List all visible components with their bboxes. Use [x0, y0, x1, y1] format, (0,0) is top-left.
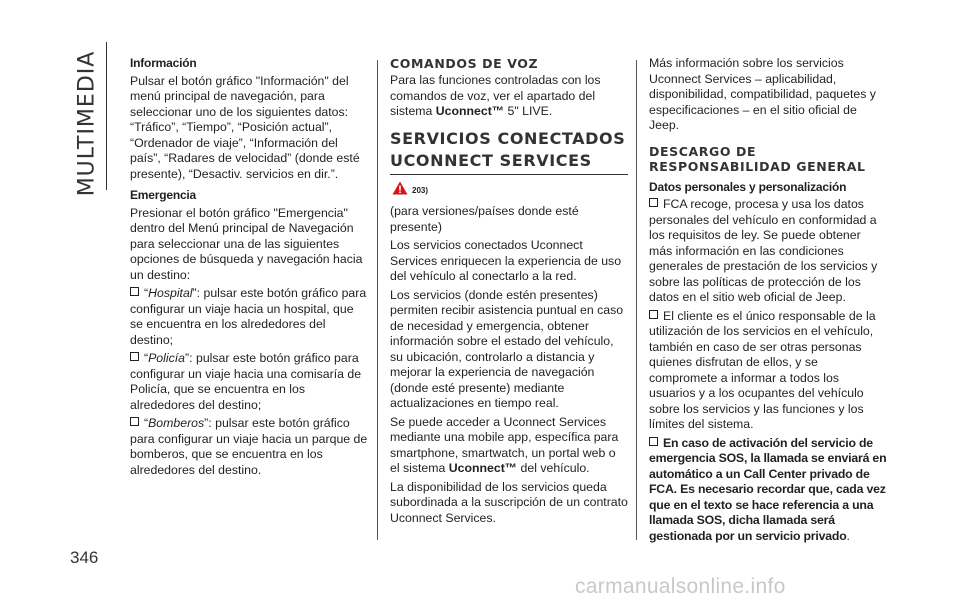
paragraph: Los servicios (donde estén presentes) permiten recibir asistencia puntual en caso de necesidad y emergencia, obtener información sobre el estado del vehículo, su ubicación, controlarlo a distancia y mejorar la experiencia de navegación (donde esté presente) mediante actualizaciones en tiempo real.: [390, 287, 624, 410]
info-text: Pulsar el botón gráfico "Información" del menú principal de navegación, para seleccionar uno de los siguientes datos: “Tráfico”, “Tiempo”, “Posición actual”, “Ordenador de viaje”, “Información del país”, “Radares de velocidad” (donde esté presente), “Desactiv. servicios en dir.”.: [130, 73, 360, 181]
paragraph: Los servicios conectados Uconnect Services enriquecen la experiencia de uso del vehículo al conectarlo a la red.: [390, 238, 622, 283]
info-heading: Información: [130, 56, 197, 70]
square-bullet-icon: [130, 352, 139, 361]
bullet-term: Hospital: [148, 286, 193, 300]
page-number: 346: [70, 548, 99, 567]
bullet-hospital: “Hospital”: pulsar este botón gráfico para configurar un viaje hacia un hospital, que se encuentra en los alrededores del destino;: [130, 286, 367, 347]
section-divider: [106, 42, 107, 190]
column-divider: [636, 60, 637, 540]
personal-data-heading: Datos personales y personalización: [649, 179, 847, 194]
voice-heading: COMANDOS DE VOZ: [390, 56, 539, 71]
section-title: MULTIMEDIA: [74, 50, 100, 196]
bullet-police: “Policía”: pulsar este botón gráfico para configurar un viaje hacia una comisaría de Policía, que se encuentra en los alrededores del destino;: [130, 351, 362, 412]
warning-reference: [392, 181, 628, 199]
square-bullet-icon: [649, 437, 658, 446]
warning-triangle-icon: [392, 181, 408, 195]
column-1: [130, 56, 368, 481]
paragraph: (para versiones/países donde esté presente): [390, 204, 579, 234]
emergency-heading: Emergencia: [130, 188, 197, 202]
bullet-text: : pulsar este botón gráfico para configurar un viaje hacia un hospital, que se encuentra en los alrededores del destino;: [130, 286, 367, 347]
bullet-term: Bomberos: [148, 416, 205, 430]
emergency-text: Presionar el botón gráfico "Emergencia" dentro del Menú principal de Navegación para seleccionar una de las siguientes opciones de búsqueda y navegación hacia un destino:: [130, 205, 363, 282]
services-heading: SERVICIOS CONECTADOS UCONNECT SERVICES: [390, 128, 628, 175]
column-2: [390, 56, 628, 529]
bullet-text: : pulsar este botón gráfico para configurar un viaje hacia una comisaría de Policía, que se encuentra en los alrededores del destino;: [130, 351, 362, 412]
bullet-term: Policía: [148, 351, 186, 365]
square-bullet-icon: [649, 198, 658, 207]
column-divider: [377, 60, 378, 540]
voice-text: Para las funciones controladas con los comandos de voz, ver el apartado del sistema Uconnect™ 5" LIVE.: [390, 73, 601, 118]
square-bullet-icon: [649, 310, 658, 319]
disclaimer-heading: DESCARGO DE RESPONSABILIDAD GENERAL: [649, 143, 866, 174]
paragraph: Se puede acceder a Uconnect Services mediante una mobile app, específica para smartphone, smartwatch, un portal web o el sistema Uconnect™ del vehículo.: [390, 414, 619, 475]
brand-name: Uconnect™: [448, 461, 518, 475]
square-bullet-icon: [130, 287, 139, 296]
watermark: carmanualsonline.info: [575, 575, 786, 598]
paragraph: La disponibilidad de los servicios queda subordinada a la suscripción de un contrato Uconnect Services.: [390, 479, 628, 525]
warning-number: 203): [412, 185, 429, 195]
bullet-item: FCA recoge, procesa y usa los datos personales del vehículo en conformidad a los requisitos de ley. Se puede obtener más información en las condiciones generales de prestación de los servicios y sobre las políticas de protección de los datos en el sitio web oficial de Jeep.: [649, 197, 878, 304]
bullet-item-bold: En caso de activación del servicio de emergencia SOS, la llamada se enviará en automático a un Call Center privado de FCA. Es necesario recordar que, cada vez que en el texto se hace referencia a una llamada SOS, dicha llamada será gestionada por un servicio privado.: [649, 435, 887, 543]
bullet-text: : pulsar este botón gráfico para configurar un viaje hacia un parque de bomberos, que se encuentra en los alrededores del destino.: [130, 416, 368, 477]
brand-name: Uconnect™: [435, 104, 505, 118]
bullet-item: El cliente es el único responsable de la utilización de los servicios en el vehículo, también en caso de ser otras personas quienes disfrutan de ellos, y se compromete a informar a todos los usuarios y a los ocupantes del vehículo sobre los servicios y las funciones y los límites del sistema.: [649, 308, 876, 431]
column-3: [649, 56, 887, 547]
bullet-firefighters: “Bomberos”: pulsar este botón gráfico para configurar un viaje hacia un parque de bomberos, que se encuentra en los alrededores del destino.: [130, 416, 368, 477]
intro-paragraph: Más información sobre los servicios Uconnect Services – aplicabilidad, disponibilidad, compatibilidad, paquetes y especificaciones – en el sitio oficial de Jeep.: [649, 56, 876, 132]
square-bullet-icon: [130, 417, 139, 426]
